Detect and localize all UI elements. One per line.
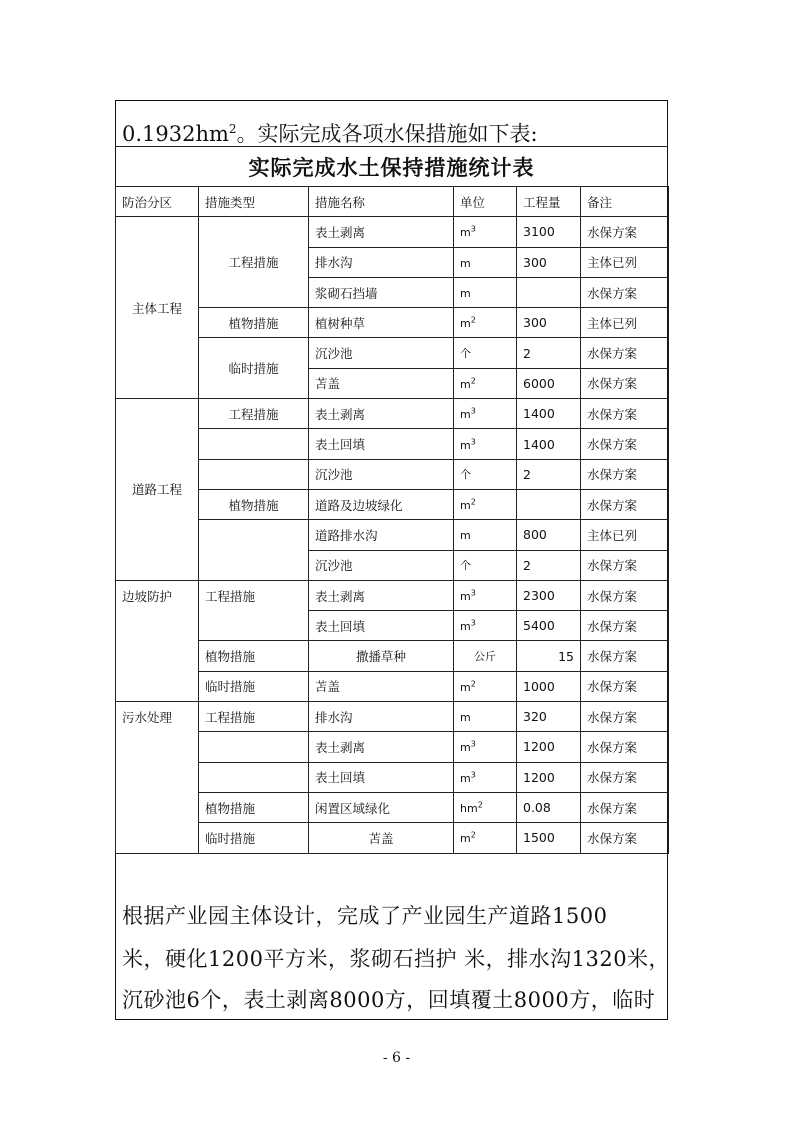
note-cell: 水保方案 (581, 550, 669, 580)
measure-name-cell: 表土回填 (309, 611, 454, 641)
unit-text: $m^2$ (460, 830, 476, 846)
unit-cell (454, 399, 517, 429)
table-title: 实际完成水土保持措施统计表 (248, 155, 535, 180)
note-cell: 水保方案 (581, 399, 669, 429)
unit-cell (454, 641, 517, 671)
measure-name-cell: 沉沙池 (309, 338, 454, 368)
quantity-cell: 800 (517, 520, 581, 550)
paragraph-line-1: 根据产业园主体设计，完成了产业园生产道路1500 (122, 904, 608, 928)
measure-name-cell: 植树种草 (309, 308, 454, 338)
measure-name-cell: 浆砌石挡墙 (309, 277, 454, 307)
header-unit: 单位 (454, 187, 517, 217)
unit-text: $m^3$ (460, 588, 476, 603)
unit-cell (454, 762, 517, 792)
table-row (116, 580, 669, 610)
paragraph-line-2: 米，硬化1200平方米，浆砌石挡护 米，排水沟1320米， (122, 947, 671, 971)
unit-cell (454, 520, 517, 550)
unit-superscript: 3 (470, 588, 476, 598)
measure-name-cell: 表土回填 (309, 429, 454, 459)
type-cell: 植物措施 (199, 489, 309, 519)
type-cell-empty (199, 732, 309, 762)
measure-name-cell: 道路排水沟 (309, 520, 454, 550)
measures-table (115, 186, 669, 854)
unit-cell (454, 247, 517, 277)
note-cell: 水保方案 (581, 429, 669, 459)
table-row (116, 520, 669, 550)
unit-text: $m^3$ (460, 770, 476, 785)
note-cell: 主体已列 (581, 247, 669, 277)
table-row (116, 823, 669, 853)
unit-superscript: 3 (470, 770, 476, 780)
type-cell: 工程措施 (199, 217, 309, 308)
table-row (116, 459, 669, 489)
note-cell: 水保方案 (581, 580, 669, 610)
note-cell: 主体已列 (581, 308, 669, 338)
unit-text: $m^2$ (460, 315, 476, 331)
page-number: - 6 - (382, 1050, 411, 1066)
note-cell: 水保方案 (581, 702, 669, 732)
quantity-cell: 1400 (517, 399, 581, 429)
measure-name-cell: 表土剥离 (309, 217, 454, 247)
quantity-cell: 1200 (517, 762, 581, 792)
unit-cell (454, 368, 517, 398)
unit-text: 公斤 (474, 650, 496, 664)
type-cell: 工程措施 (199, 399, 309, 429)
quantity-cell: 2300 (517, 580, 581, 610)
unit-superscript: 2 (477, 800, 483, 810)
measure-name-cell: 苫盖 (309, 671, 454, 701)
table-row (116, 399, 669, 429)
table-header-row (116, 187, 669, 217)
quantity-cell: 2 (517, 338, 581, 368)
zone-cell: 主体工程 (116, 217, 199, 399)
measure-name-cell: 排水沟 (309, 247, 454, 277)
unit-text: m (460, 529, 471, 543)
unit-superscript: 2 (470, 679, 476, 689)
intro-text: 。实际完成各项水保措施如下表: (236, 122, 538, 146)
quantity-cell: 5400 (517, 611, 581, 641)
intro-line (122, 118, 538, 148)
quantity-cell: 6000 (517, 368, 581, 398)
unit-cell (454, 308, 517, 338)
table-row (116, 641, 669, 671)
table-row (116, 429, 669, 459)
note-cell: 水保方案 (581, 732, 669, 762)
measure-name-cell: 道路及边坡绿化 (309, 489, 454, 519)
type-cell-empty (199, 429, 309, 459)
table-row (116, 308, 669, 338)
unit-text: $m^3$ (460, 739, 476, 755)
header-name: 措施名称 (309, 187, 454, 217)
unit-superscript: 3 (470, 406, 476, 416)
unit-cell (454, 429, 517, 459)
zone-cell: 污水处理 (116, 702, 199, 853)
unit-text: $m^2$ (460, 679, 476, 694)
unit-superscript: 3 (470, 739, 476, 749)
unit-text: 个 (460, 468, 471, 482)
quantity-cell: 1200 (517, 732, 581, 762)
note-cell: 主体已列 (581, 520, 669, 550)
note-cell: 水保方案 (581, 762, 669, 792)
unit-text: $hm^2$ (460, 800, 483, 816)
header-note: 备注 (581, 187, 669, 217)
table-row (116, 792, 669, 822)
unit-cell (454, 732, 517, 762)
unit-text: 个 (460, 347, 471, 361)
note-cell: 水保方案 (581, 368, 669, 398)
quantity-cell: 2 (517, 459, 581, 489)
measure-name-cell: 表土回填 (309, 762, 454, 792)
measure-name-cell: 沉沙池 (309, 459, 454, 489)
unit-cell (454, 580, 517, 610)
table-row (116, 671, 669, 701)
measure-name-cell: 表土剥离 (309, 732, 454, 762)
type-cell: 临时措施 (199, 823, 309, 853)
header-type: 措施类型 (199, 187, 309, 217)
unit-text: $m^3$ (460, 618, 476, 634)
unit-cell (454, 338, 517, 368)
type-cell: 临时措施 (199, 338, 309, 399)
unit-superscript: 3 (470, 436, 476, 446)
quantity-cell: 2 (517, 550, 581, 580)
unit-cell (454, 550, 517, 580)
unit-text: $m^3$ (460, 224, 476, 240)
quantity-cell (517, 277, 581, 307)
measure-name-cell: 闲置区域绿化 (309, 792, 454, 822)
paragraph-line-3: 沉砂池6个，表土剥离8000方，回填覆土8000方，临时 (122, 988, 656, 1012)
header-quantity: 工程量 (517, 187, 581, 217)
quantity-cell: 1000 (517, 671, 581, 701)
type-cell-empty (199, 762, 309, 792)
quantity-cell (517, 489, 581, 519)
table-row (116, 338, 669, 368)
note-cell: 水保方案 (581, 641, 669, 671)
note-cell: 水保方案 (581, 792, 669, 822)
type-cell-empty (199, 611, 309, 641)
note-cell: 水保方案 (581, 338, 669, 368)
type-cell: 植物措施 (199, 641, 309, 671)
type-cell: 工程措施 (199, 702, 309, 732)
quantity-cell: 300 (517, 247, 581, 277)
zone-cell: 道路工程 (116, 399, 199, 581)
type-cell: 临时措施 (199, 671, 309, 701)
unit-cell (454, 611, 517, 641)
table-row (116, 217, 669, 247)
intro-area-superscript: 2 (228, 122, 237, 136)
quantity-cell: 320 (517, 702, 581, 732)
table-row (116, 489, 669, 519)
unit-text: 个 (460, 559, 471, 573)
unit-text: $m^3$ (460, 436, 476, 452)
unit-text: m (460, 256, 471, 270)
measure-name-cell: 排水沟 (309, 702, 454, 732)
type-cell: 工程措施 (199, 580, 309, 610)
unit-cell (454, 277, 517, 307)
intro-area-value: 0.1932hm (122, 122, 229, 146)
quantity-cell: 300 (517, 308, 581, 338)
note-cell: 水保方案 (581, 489, 669, 519)
quantity-cell: 0.08 (517, 792, 581, 822)
measure-name-cell: 撒播草种 (309, 641, 454, 671)
unit-text: m (460, 287, 471, 301)
zone-cell: 边坡防护 (116, 580, 199, 701)
unit-cell (454, 217, 517, 247)
table-row (116, 732, 669, 762)
title-divider (115, 146, 668, 147)
type-cell: 植物措施 (199, 792, 309, 822)
quantity-cell: 1400 (517, 429, 581, 459)
unit-cell (454, 823, 517, 853)
unit-superscript: 2 (470, 497, 476, 507)
unit-text: $m^3$ (460, 406, 476, 422)
unit-text: $m^2$ (460, 497, 476, 513)
unit-text: m (460, 711, 471, 725)
unit-text: $m^2$ (460, 376, 476, 391)
table-row (116, 611, 669, 641)
unit-cell (454, 792, 517, 822)
measure-name-cell: 沉沙池 (309, 550, 454, 580)
measure-name-cell: 苫盖 (309, 823, 454, 853)
table-row (116, 702, 669, 732)
unit-superscript: 2 (470, 315, 476, 325)
note-cell: 水保方案 (581, 459, 669, 489)
type-cell-empty (199, 459, 309, 489)
quantity-cell: 1500 (517, 823, 581, 853)
unit-superscript: 2 (470, 376, 476, 386)
unit-cell (454, 671, 517, 701)
measure-name-cell: 表土剥离 (309, 580, 454, 610)
note-cell: 水保方案 (581, 671, 669, 701)
measure-name-cell: 表土剥离 (309, 399, 454, 429)
unit-cell (454, 702, 517, 732)
measure-name-cell: 苫盖 (309, 368, 454, 398)
note-cell: 水保方案 (581, 823, 669, 853)
note-cell: 水保方案 (581, 277, 669, 307)
note-cell: 水保方案 (581, 217, 669, 247)
table-row (116, 762, 669, 792)
unit-superscript: 3 (470, 224, 476, 234)
unit-superscript: 2 (470, 830, 476, 840)
unit-superscript: 3 (470, 618, 476, 628)
unit-cell (454, 489, 517, 519)
header-zone: 防治分区 (116, 187, 199, 217)
quantity-cell: 15 (517, 641, 581, 671)
quantity-cell: 3100 (517, 217, 581, 247)
unit-cell (454, 459, 517, 489)
note-cell: 水保方案 (581, 611, 669, 641)
type-cell-empty (199, 520, 309, 581)
type-cell: 植物措施 (199, 308, 309, 338)
